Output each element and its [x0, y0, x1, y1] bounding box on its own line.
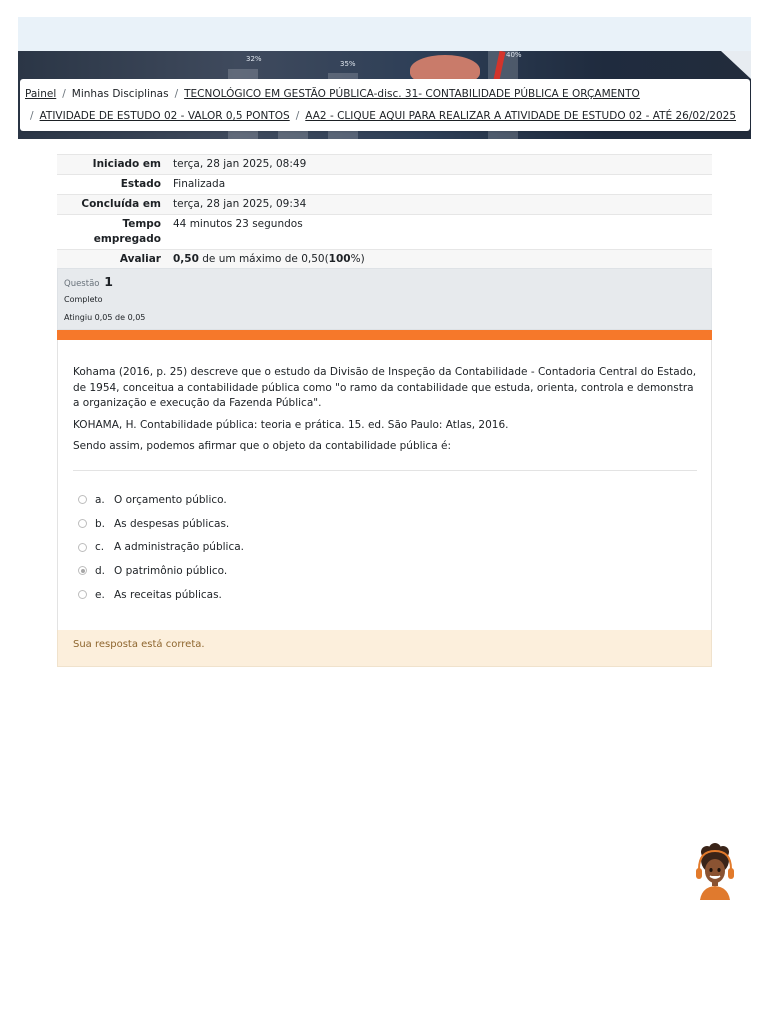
question-prompt: Sendo assim, podemos afirmar que o objeto da contabilidade pública é: [73, 440, 451, 452]
summary-label: Tempo empregado [93, 218, 161, 245]
feedback-box [57, 630, 712, 667]
summary-value: terça, 28 jan 2025, 08:49 [173, 158, 307, 170]
answer-option-b[interactable] [78, 512, 244, 536]
breadcrumb-my-courses: Minhas Disciplinas [71, 88, 169, 100]
grade-end-text: %) [350, 253, 365, 265]
summary-label: Concluída em [81, 198, 161, 210]
summary-value: terça, 28 jan 2025, 09:34 [173, 198, 307, 210]
summary-row-completed [57, 195, 712, 215]
answer-letter: a. [95, 493, 105, 506]
feedback-text: Sua resposta está correta. [73, 639, 205, 650]
breadcrumb-section-link[interactable]: ATIVIDADE DE ESTUDO 02 - VALOR 0,5 PONTOS [39, 110, 290, 122]
grade-percent: 100 [328, 253, 351, 265]
grade-score: 0,50 [173, 253, 199, 265]
question-paragraph: Kohama (2016, p. 25) descreve que o estudo da Divisão de Inspeção da Contabilidade - Contadoria Central do Estado, de 1954, conceitua a contabilidade pública como "o ramo da contabilidade que estuda, orienta, controla e demonstra a organização e execução da Fazenda Pública". [73, 366, 697, 409]
radio-button[interactable] [78, 590, 87, 599]
answer-letter: c. [95, 541, 105, 554]
breadcrumb-separator: / [174, 88, 179, 100]
breadcrumb-course-link[interactable]: TECNOLÓGICO EM GESTÃO PÚBLICA-disc. 31- CONTABILIDADE PÚBLICA E ORÇAMENTO [184, 88, 640, 100]
breadcrumb-separator: / [30, 110, 34, 122]
radio-button[interactable] [78, 543, 87, 552]
answer-letter: d. [95, 564, 106, 577]
question-text [73, 365, 698, 461]
answer-text: A administração pública. [114, 541, 245, 554]
question-content [57, 340, 712, 630]
question-number [64, 274, 113, 289]
top-bar [18, 17, 751, 51]
banner-chart-label: 35% [340, 60, 356, 68]
banner-chart-label: 40% [506, 51, 522, 59]
question-grade: Atingiu 0,05 de 0,05 [64, 313, 146, 322]
answer-options [78, 488, 244, 606]
answer-option-a[interactable] [78, 488, 244, 512]
grade-max-text: de um máximo de 0,50( [198, 253, 329, 265]
answer-letter: b. [95, 517, 106, 530]
answer-text: O orçamento público. [114, 493, 227, 506]
answer-letter: e. [95, 588, 105, 601]
summary-label: Avaliar [119, 253, 161, 265]
banner-chart-label: 32% [246, 55, 262, 63]
radio-button[interactable] [78, 495, 87, 504]
summary-value [167, 250, 712, 270]
summary-row-state [57, 175, 712, 195]
question-number-value: 1 [104, 274, 113, 289]
answer-option-d[interactable] [78, 559, 244, 583]
question-reference: KOHAMA, H. Contabilidade pública: teoria e prática. 15. ed. São Paulo: Atlas, 2016. [73, 418, 509, 431]
breadcrumb-separator: / [295, 110, 300, 122]
breadcrumb-activity-link[interactable]: AA2 - CLIQUE AQUI PARA REALIZAR A ATIVIDADE DE ESTUDO 02 - ATÉ 26/02/2025 [305, 110, 737, 122]
assistant-avatar-icon[interactable] [692, 842, 738, 900]
answer-text: O patrimônio público. [114, 564, 228, 577]
summary-label: Iniciado em [92, 158, 161, 170]
radio-button-selected[interactable] [78, 566, 87, 575]
summary-label: Estado [120, 178, 161, 190]
answer-text: As despesas públicas. [114, 517, 230, 530]
question-label: Questão [64, 279, 100, 289]
answer-option-e[interactable] [78, 583, 244, 607]
breadcrumb-home-link[interactable]: Painel [25, 88, 57, 100]
question-info-box [57, 268, 712, 330]
summary-row-started [57, 155, 712, 175]
answer-text: As receitas públicas. [114, 588, 222, 601]
breadcrumb-separator: / [62, 88, 66, 100]
summary-row-grade [57, 250, 712, 270]
attempt-summary-table [57, 154, 712, 269]
summary-value: Finalizada [173, 178, 226, 190]
question-accent-bar [57, 330, 712, 340]
breadcrumb [20, 79, 750, 131]
divider [73, 470, 697, 471]
question-state: Completo [64, 295, 103, 304]
summary-value: 44 minutos 23 segundos [173, 218, 303, 230]
radio-button[interactable] [78, 519, 87, 528]
summary-row-time [57, 215, 712, 250]
answer-option-c[interactable] [78, 535, 244, 559]
